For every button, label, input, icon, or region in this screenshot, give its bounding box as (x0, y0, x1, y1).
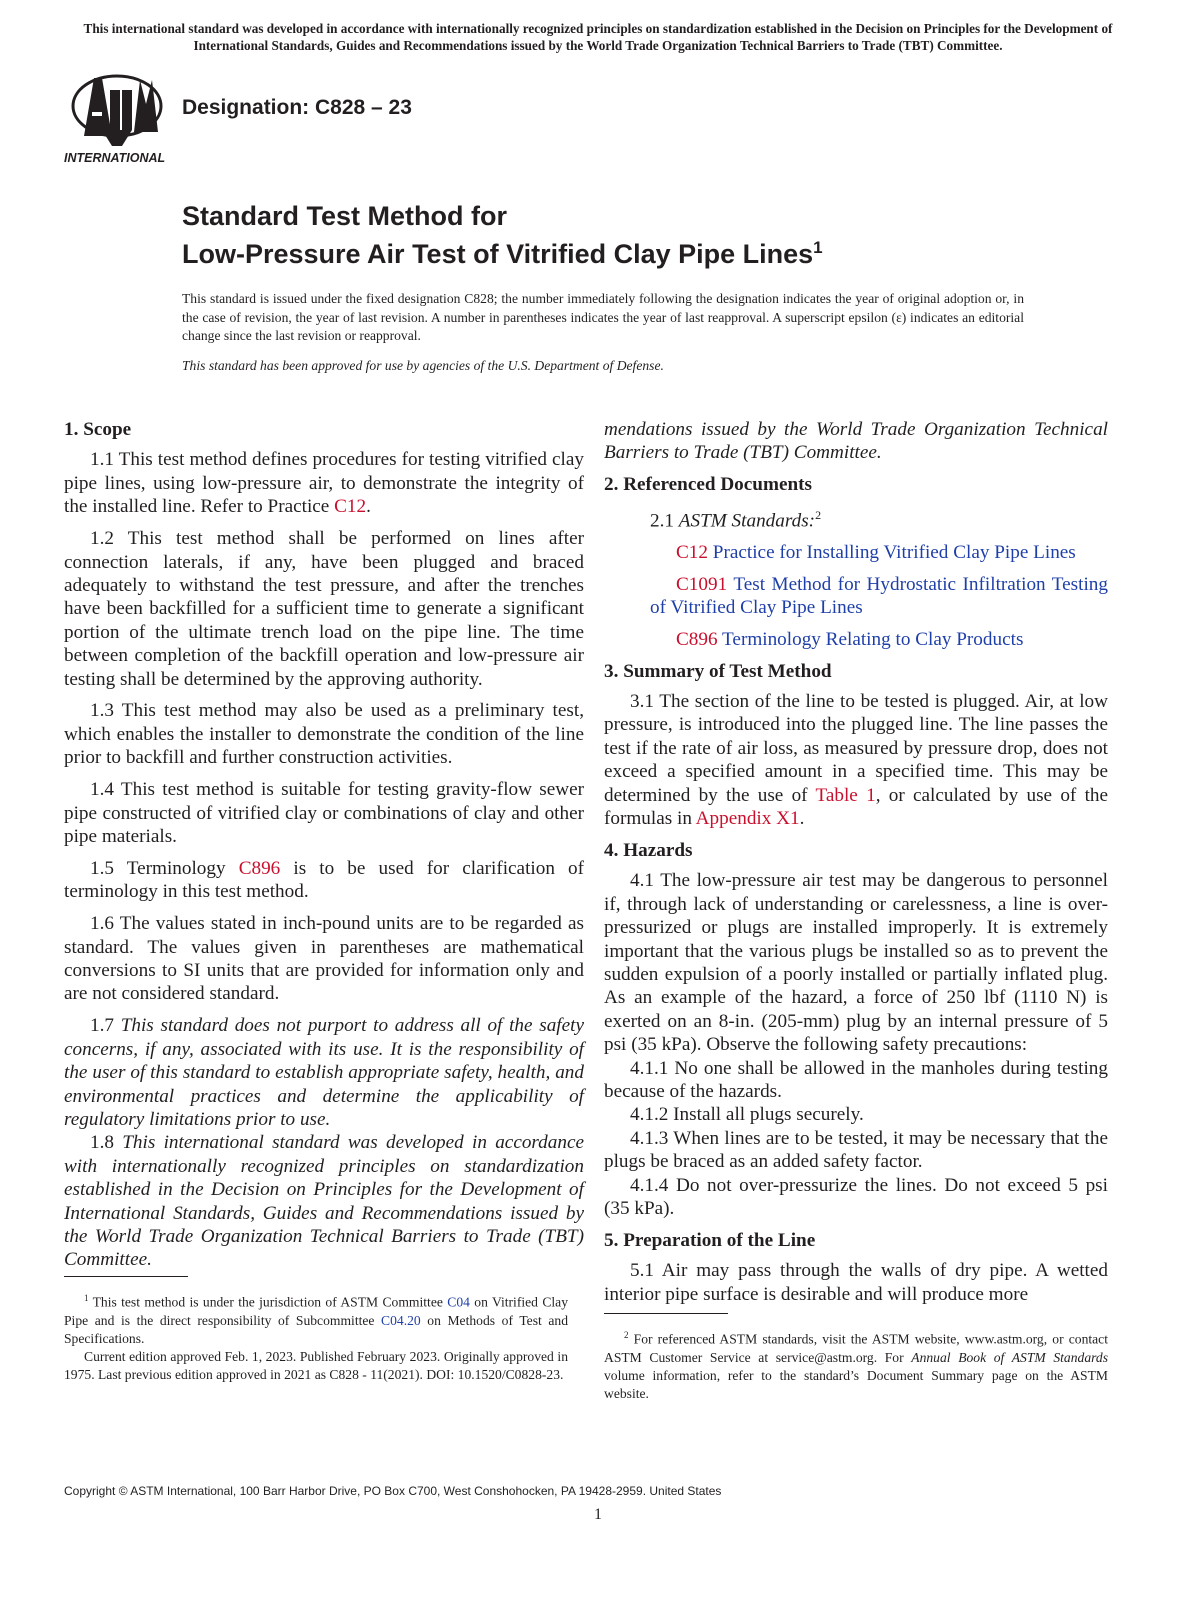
para-4-1-3: 4.1.3 When lines are to be tested, it may be necessary that the plugs be braced as an added safety factor. (604, 1127, 1108, 1173)
para-1-8: 1.8 This international standard was developed in accordance with internationally recognized principles on standardization established in the Decision on Principles for the Development of International Standards, Guides and Recommendations issued by the World Trade Organization Technical Barriers to Trade (TBT) Committee. (64, 1132, 585, 1271)
link-table-1[interactable]: Table 1 (815, 784, 876, 806)
ref-c896[interactable]: C896 Terminology Relating to Clay Products (676, 629, 1024, 651)
footnote-rule-right (604, 1313, 728, 1314)
title-line-1: Standard Test Method for (182, 201, 508, 231)
wto-notice: This international standard was developed in accordance with internationally recognized principles on standardization established in the Decision on Principles for the Development of International Standards, Guides and Recommendations issued by the World Trade Organization Technical Barriers to Trade (TBT) Committee. (83, 21, 1113, 53)
right-column (604, 418, 1108, 1315)
title-footnote-mark: 1 (813, 238, 823, 257)
para-4-1-1: 4.1.1 No one shall be allowed in the manholes during testing because of the hazards. (604, 1057, 1108, 1103)
para-1-7: 1.7 This standard does not purport to address all of the safety concerns, if any, associated with its use. It is the responsibility of the user of this standard to establish appropriate safety, health, and environmental practices and determine the applicability of regulatory limitations prior to use. (64, 1015, 585, 1130)
para-1-2: 1.2 This test method shall be performed on lines after connection laterals, if any, have been plugged and braced adequately to withstand the test pressure, and after the trenches have been backfilled for a sufficient time to generate a significant portion of the ultimate trench load on the pipe line. The time between completion of the backfill operation and low-pressure air testing shall be determined by the approving authority. (64, 528, 584, 690)
designation: Designation: C828 – 23 (182, 96, 412, 119)
page-number: 1 (594, 1506, 602, 1523)
para-2-1: 2.1 ASTM Standards:$^2$ (650, 507, 822, 532)
document-title (182, 200, 823, 270)
para-5-1: 5.1 Air may pass through the walls of dry pipe. A wetted interior pipe surface is desirable and will produce more (604, 1260, 1108, 1305)
footnote-2: $^2$ For referenced ASTM standards, visit the ASTM website, www.astm.org, or contact ASTM Customer Service at service@astm.org. For Annual Book of ASTM Standards volume information, refer to the standard’s Document Summary page on the ASTM website. (604, 1330, 1108, 1402)
approved-note: This standard has been approved for use by agencies of the U.S. Department of Defense. (182, 358, 664, 373)
link-c04[interactable]: C04 (447, 1294, 470, 1310)
issued-note: This standard is issued under the fixed designation C828; the number immediately following the designation indicates the year of original adoption or, in the case of revision, the year of last revision. A number in parentheses indicates the year of last reapproval. A superscript epsilon (ε) indicates an editorial change since the last revision or reapproval. (182, 291, 1024, 343)
para-4-1: 4.1 The low-pressure air test may be dangerous to personnel if, through lack of understanding or carelessness, a line is over-pressurized or plugs are installed improperly. It is extremely important that the various plugs be installed so as to prevent the sudden expulsion of a poorly installed or partially inflated plug. As an example of the hazard, a force of 250 lbf (1110 N) is exerted on an 8-in. (205-mm) plug by an internal pressure of 5 psi (35 kPa). Observe the following safety precautions: (604, 870, 1108, 1056)
para-1-1: 1.1 This test method defines procedures for testing vitrified clay pipe lines, using low-pressure air, to demonstrate the integrity of the installed line. Refer to Practice C12. (64, 449, 584, 518)
para-4-1-2: 4.1.2 Install all plugs securely. (630, 1104, 864, 1126)
para-1-8-continued: mendations issued by the World Trade Organization Technical Barriers to Trade (TBT) Committee. (604, 419, 1108, 464)
copyright-notice: Copyright © ASTM International, 100 Barr Harbor Drive, PO Box C700, West Conshohocken, PA 19428-2959. United States (64, 1484, 722, 1498)
link-c12[interactable]: C12 (334, 496, 367, 518)
title-line-2: Low-Pressure Air Test of Vitrified Clay Pipe Lines$^1$ (182, 238, 823, 269)
para-4-1-4: 4.1.4 Do not over-pressurize the lines. Do not exceed 5 psi (35 kPa). (604, 1174, 1108, 1220)
astm-logo (62, 70, 172, 166)
link-appendix-x1[interactable]: Appendix X1 (695, 808, 800, 830)
ref-c1091[interactable]: C1091 Test Method for Hydrostatic Infiltration Testing of Vitrified Clay Pipe Lines (650, 573, 1108, 619)
left-column (64, 418, 584, 1272)
footnote-1: $^1$ This test method is under the jurisdiction of ASTM Committee C04 on Vitrified Clay Pipe and is the direct responsibility of Subcommittee C04.20 on Methods of Test and Specifications. Current edition approved Feb. 1, 2023. Published February 2023. Originally approved in 1975. Last previous edition approved in 2021 as C828 - 11(2021). DOI: 10.1520/C0828-23. (64, 1289, 568, 1385)
para-1-4: 1.4 This test method is suitable for testing gravity-flow sewer pipe constructed of vitrified clay or combinations of clay and other pipe materials. (64, 779, 584, 847)
link-c896[interactable]: C896 (238, 857, 281, 879)
link-c04-20[interactable]: C04.20 (381, 1312, 421, 1328)
para-1-5: 1.5 Terminology C896 is to be used for clarification of terminology in this test method. (64, 857, 585, 903)
referenced-heading: 2. Referenced Documents (604, 474, 812, 496)
para-1-3: 1.3 This test method may also be used as a preliminary test, which enables the installer to demonstrate the condition of the line prior to backfill and further construction activities. (64, 700, 584, 769)
ref-c12[interactable]: C12 Practice for Installing Vitrified Clay Pipe Lines (676, 542, 1076, 564)
footnote-rule-left (64, 1276, 188, 1277)
preparation-heading: 5. Preparation of the Line (604, 1229, 816, 1251)
scope-heading: 1. Scope (64, 419, 132, 440)
summary-heading: 3. Summary of Test Method (604, 660, 832, 682)
para-3-1: 3.1 The section of the line to be tested is plugged. Air, at low pressure, is introduced into the plugged line. The line passes the test if the rate of air loss, as measured by pressure drop, does not exceed a specified amount in a specified time. This may be determined by the use of Table 1, or calculated by use of the formulas in Appendix X1. (604, 691, 1109, 830)
footnote-1-edition: Current edition approved Feb. 1, 2023. Published February 2023. Originally approved in 1975. Last previous edition approved in 2021 as C828 - 11(2021). DOI: 10.1520/C0828-23. (64, 1349, 568, 1383)
para-1-6: 1.6 The values stated in inch-pound units are to be regarded as standard. The values given in parentheses are mathematical conversions to SI units that are provided for information only and are not considered standard. (64, 913, 584, 1005)
hazards-heading: 4. Hazards (604, 839, 693, 861)
logo-text: INTERNATIONAL (64, 151, 166, 165)
